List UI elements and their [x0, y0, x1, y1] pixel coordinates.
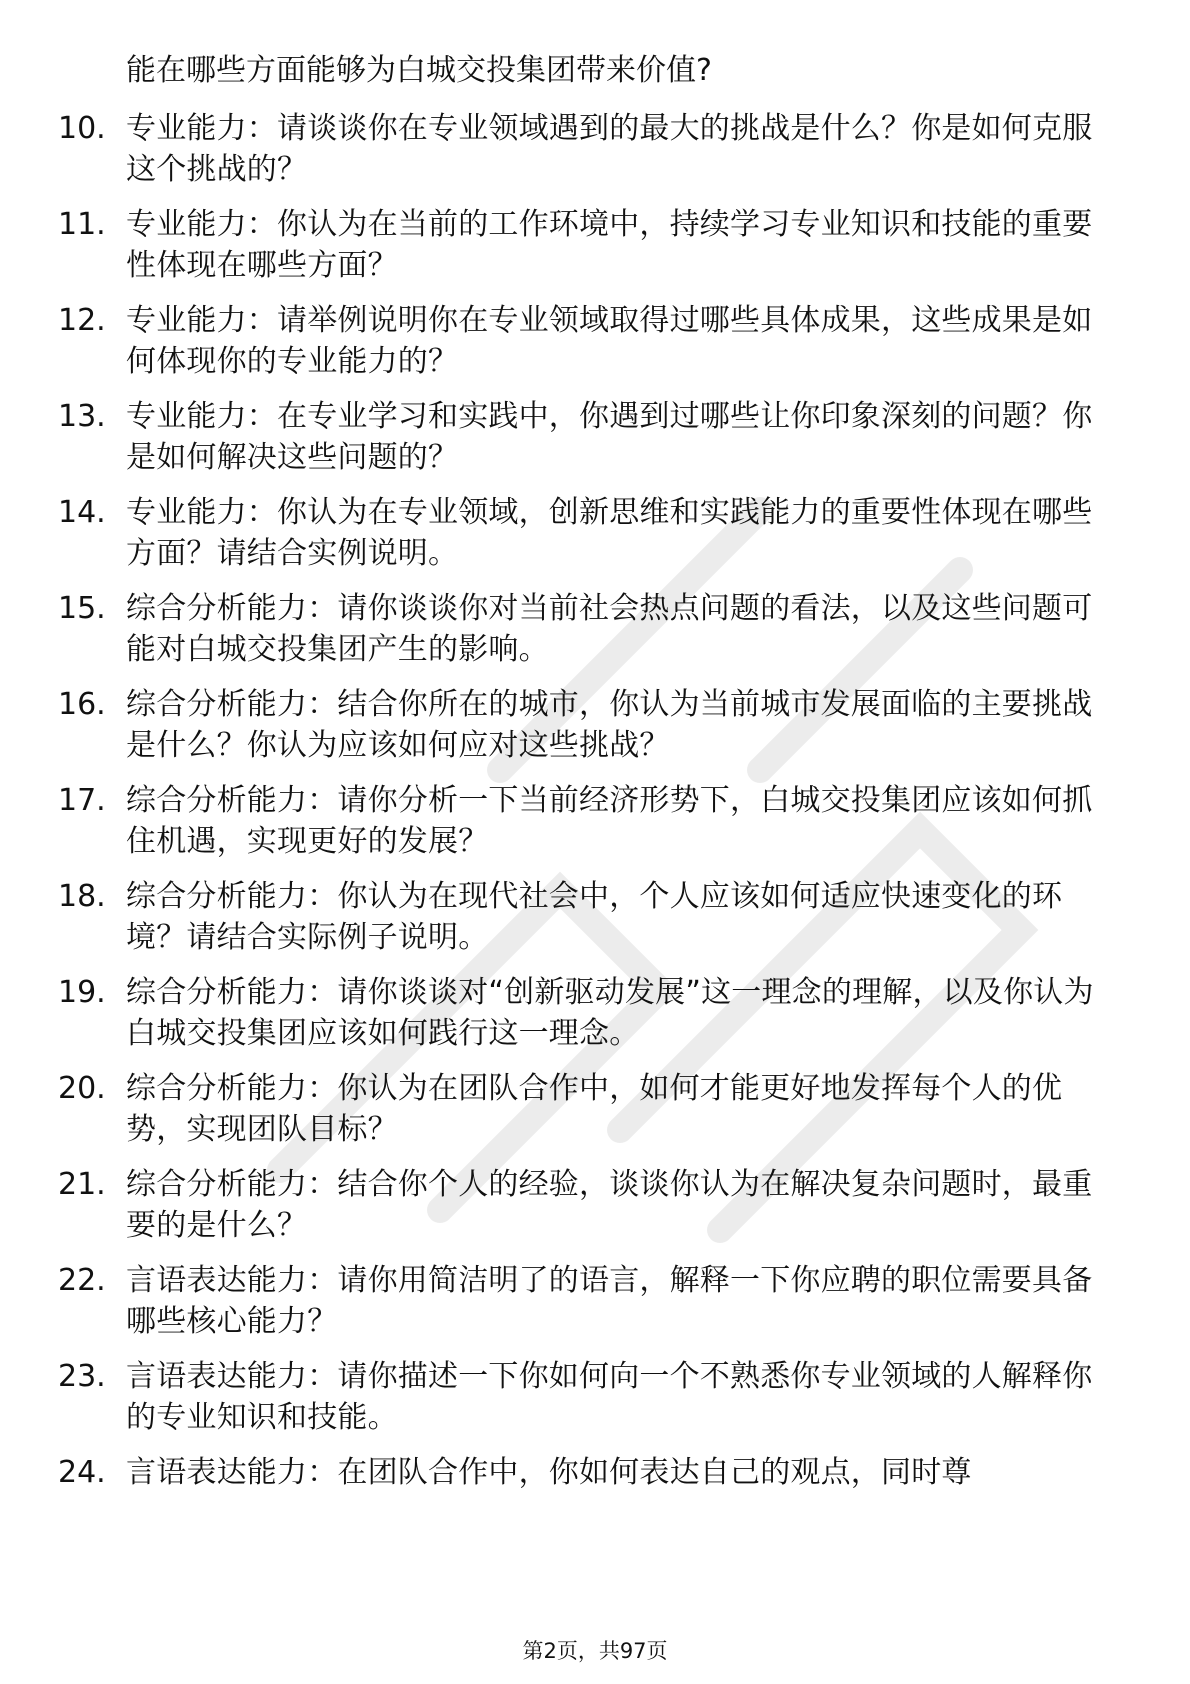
- question-number: 14.: [58, 495, 106, 530]
- question-number: 22.: [58, 1263, 106, 1298]
- question-item-10: [0, 108, 1190, 190]
- question-number: 10.: [58, 111, 106, 146]
- question-item-21: [0, 1164, 1190, 1246]
- question-text: 综合分析能力：请你谈谈对“创新驱动发展”这一理念的理解，以及你认为白城交投集团应该如何践行这一理念。: [126, 975, 1094, 1051]
- question-item-20: [0, 1068, 1190, 1150]
- question-number: 15.: [58, 591, 106, 626]
- question-item-18: [0, 876, 1190, 958]
- question-text: 专业能力：你认为在专业领域，创新思维和实践能力的重要性体现在哪些方面？请结合实例说明。: [126, 495, 1093, 571]
- question-item-17: [0, 780, 1190, 862]
- question-item-23: [0, 1356, 1190, 1438]
- question-number: 12.: [58, 303, 106, 338]
- continuation-line: 能在哪些方面能够为白城交投集团带来价值?: [126, 53, 712, 88]
- page-footer: 第2页，共97页: [522, 1639, 668, 1663]
- question-text: 综合分析能力：请你谈谈你对当前社会热点问题的看法，以及这些问题可能对白城交投集团产生的影响。: [126, 591, 1093, 667]
- question-text: 综合分析能力：你认为在现代社会中，个人应该如何适应快速变化的环境？请结合实际例子说明。: [126, 879, 1063, 955]
- question-number: 16.: [58, 687, 106, 722]
- question-text: 言语表达能力：请你描述一下你如何向一个不熟悉你专业领域的人解释你的专业知识和技能。: [126, 1359, 1093, 1435]
- question-item-14: [0, 492, 1190, 574]
- question-number: 18.: [58, 879, 106, 914]
- question-number: 11.: [58, 207, 106, 242]
- question-number: 21.: [58, 1167, 106, 1202]
- question-text: 专业能力：在专业学习和实践中，你遇到过哪些让你印象深刻的问题？你是如何解决这些问题的？: [126, 399, 1093, 475]
- question-number: 17.: [58, 783, 106, 818]
- question-item-16: [0, 684, 1190, 766]
- question-item-11: [0, 204, 1190, 286]
- question-text: 综合分析能力：请你分析一下当前经济形势下，白城交投集团应该如何抓住机遇，实现更好的发展？: [126, 783, 1093, 859]
- question-number: 13.: [58, 399, 106, 434]
- question-item-15: [0, 588, 1190, 670]
- question-item-12: [0, 300, 1190, 382]
- question-item-22: [0, 1260, 1190, 1342]
- question-number: 19.: [58, 975, 106, 1010]
- question-text: 专业能力：请谈谈你在专业领域遇到的最大的挑战是什么？你是如何克服这个挑战的？: [126, 111, 1093, 187]
- question-text: 综合分析能力：结合你个人的经验，谈谈你认为在解决复杂问题时，最重要的是什么？: [126, 1167, 1093, 1243]
- question-text: 综合分析能力：结合你所在的城市，你认为当前城市发展面临的主要挑战是什么？你认为应该如何应对这些挑战？: [126, 687, 1093, 763]
- question-item-19: [0, 972, 1190, 1054]
- question-number: 24.: [58, 1455, 106, 1490]
- question-number: 20.: [58, 1071, 106, 1106]
- question-item-24: [0, 1452, 1190, 1493]
- question-text: 言语表达能力：请你用简洁明了的语言，解释一下你应聘的职位需要具备哪些核心能力？: [126, 1263, 1093, 1339]
- question-text: 专业能力：请举例说明你在专业领域取得过哪些具体成果，这些成果是如何体现你的专业能力的？: [126, 303, 1093, 379]
- question-text: 专业能力：你认为在当前的工作环境中，持续学习专业知识和技能的重要性体现在哪些方面？: [126, 207, 1093, 283]
- question-text: 综合分析能力：你认为在团队合作中，如何才能更好地发挥每个人的优势，实现团队目标？: [126, 1071, 1063, 1147]
- question-text: 言语表达能力：在团队合作中，你如何表达自己的观点，同时尊: [126, 1455, 972, 1490]
- question-item-13: [0, 396, 1190, 478]
- question-number: 23.: [58, 1359, 106, 1394]
